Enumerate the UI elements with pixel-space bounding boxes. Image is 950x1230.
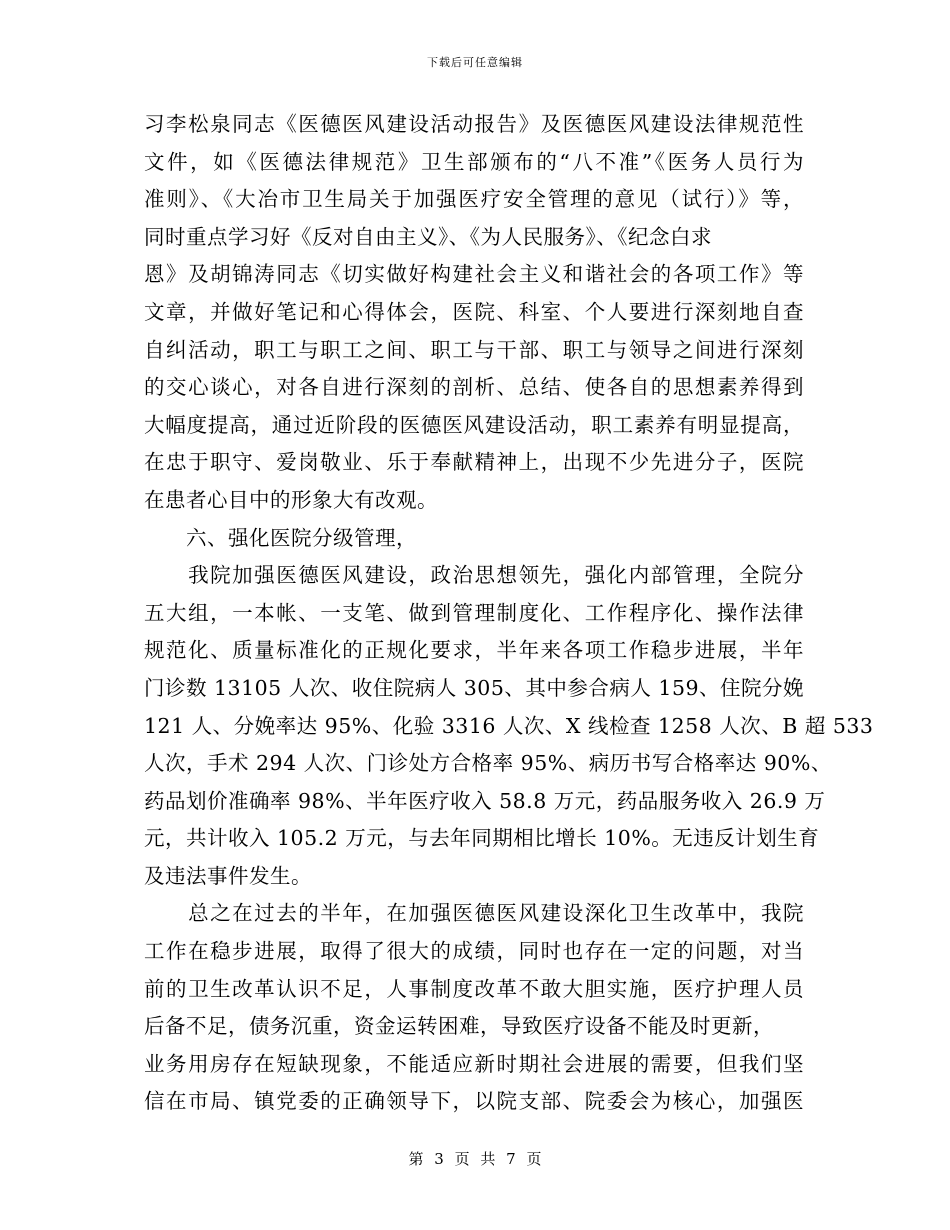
text-line: 业务用房存在短缺现象，不能适应新时期社会进展的需要，但我们坚 xyxy=(144,1051,804,1076)
text-line: 元，共计收入 105.2 万元，与去年同期相比增长 10%。无违反计划生育 xyxy=(144,826,820,851)
page-footer: 第 3 页 共 7 页 xyxy=(408,1150,542,1168)
text-line: 六、强化医院分级管理， xyxy=(144,525,417,550)
text-line: 门诊数 13105 人次、收住院病人 305、其中参合病人 159、住院分娩 xyxy=(144,675,805,700)
text-line: 前的卫生改革认识不足，人事制度改革不敢大胆实施，医疗护理人员 xyxy=(144,976,804,1001)
text-line: 准则》、《大冶市卫生局关于加强医疗安全管理的意见（试行）》等， xyxy=(144,187,804,212)
text-line: 人次，手术 294 人次、门诊处方合格率 95%、病历书写合格率达 90%、 xyxy=(144,751,832,776)
text-line: 总之在过去的半年，在加强医德医风建设深化卫生改革中，我院 xyxy=(144,901,804,926)
text-line: 我院加强医德医风建设，政治思想领先，强化内部管理，全院分 xyxy=(144,563,804,588)
text-line: 文章，并做好笔记和心得体会，医院、科室、个人要进行深刻地自查 xyxy=(144,299,804,324)
text-line: 习李松泉同志《医德医风建设活动报告》及医德医风建设法律规范性 xyxy=(144,112,804,136)
text-line: 同时重点学习好《反对自由主义》、《为人民服务》、《纪念白求 xyxy=(144,224,712,249)
document-body xyxy=(144,112,874,1129)
text-line: 在忠于职守、爱岗敬业、乐于奉献精神上，出现不少先进分子，医院 xyxy=(144,450,804,475)
text-line: 恩》及胡锦涛同志《切实做好构建社会主义和谐社会的各项工作》等 xyxy=(144,262,804,287)
text-line: 自纠活动，职工与职工之间、职工与干部、职工与领导之间进行深刻 xyxy=(144,337,804,362)
text-line: 121 人、分娩率达 95%、化验 3316 人次、X 线检查 1258 人次、B 超 533 xyxy=(144,713,874,738)
page-header: 下载后可任意编辑 xyxy=(427,56,523,69)
text-line: 药品划价准确率 98%、半年医疗收入 58.8 万元，药品服务收入 26.9 万 xyxy=(144,788,826,813)
text-line: 大幅度提高，通过近阶段的医德医风建设活动，职工素养有明显提高， xyxy=(144,412,804,437)
text-line: 信在市局、镇党委的正确领导下，以院支部、院委会为核心，加强医 xyxy=(144,1089,804,1114)
text-line: 及违法事件发生。 xyxy=(144,863,312,888)
text-line: 五大组，一本帐、一支笔、做到管理制度化、工作程序化、操作法律 xyxy=(144,600,804,625)
text-line: 在患者心目中的形象大有改观。 xyxy=(144,487,438,512)
text-line: 工作在稳步进展，取得了很大的成绩，同时也存在一定的问题，对当 xyxy=(144,939,804,964)
text-line: 后备不足，债务沉重，资金运转困难，导致医疗设备不能及时更新， xyxy=(144,1014,774,1039)
text-line: 规范化、质量标准化的正规化要求，半年来各项工作稳步进展，半年 xyxy=(144,638,804,663)
text-line: 文件，如《医德法律规范》卫生部颁布的“八不准”《医务人员行为 xyxy=(144,149,804,174)
text-line: 的交心谈心，对各自进行深刻的剖析、总结、使各自的思想素养得到 xyxy=(144,375,804,400)
